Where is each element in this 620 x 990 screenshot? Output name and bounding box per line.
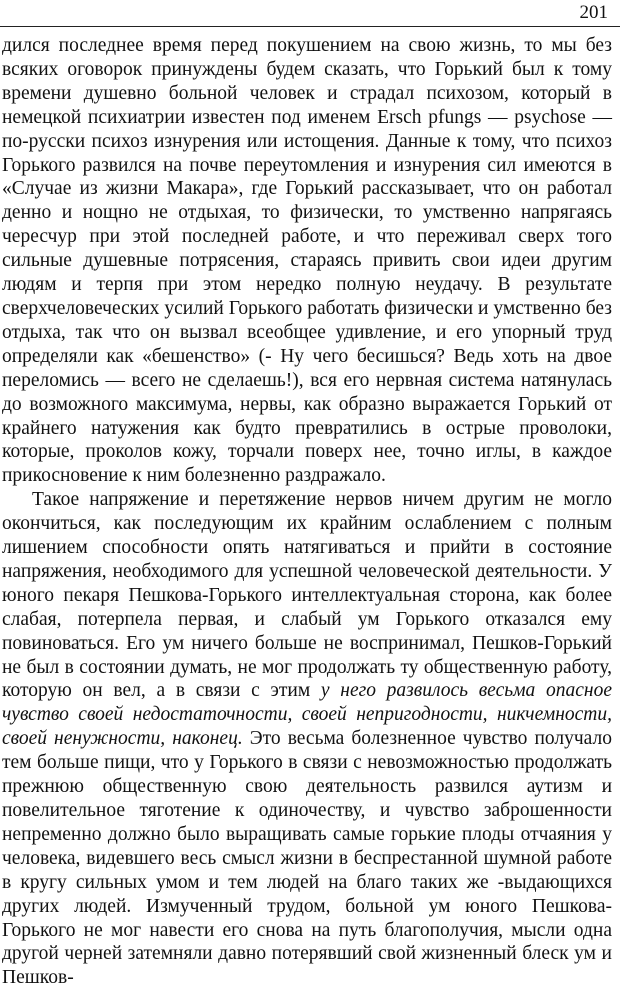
header-rule	[0, 26, 620, 27]
paragraph-2-italic-text: у него развилось весьма опасное чувство своей недостаточности, своей непригодности, никчемности, своей ненужности, наконец.	[2, 680, 612, 750]
paragraph-1: дился последнее время перед покушением на свою жизнь, то мы без всяких оговорок принуждены будем сказать, что Горький был к тому времени душевно больной человек и страдал психозом, который в немецкой психиатрии известен под именем Ersch pfungs — psychose — по-русски психоз изнурения или истощения. Данные к тому, что психоз Горького развился на почве переутомления и изнурения сил имеются в «Случае из жизни Макара», где Горький рассказывает, что он работал денно и нощно не отдыхая, то физически, то умственно напрягаясь чересчур при этой последней работе, и что переживал сверх того сильные душевные потрясения, стараясь привить свои идеи другим людям и терпя при этом нередко полную неудачу. В результате сверхчеловеческих усилий Горького работать физически и умственно без отдыха, так что он вызвал всеобщее удивление, и его упорный труд определяли как «бешенство» (- Ну чего бесишься? Ведь хоть на двое переломись — всего не сделаешь!), вся его нервная система натянулась до возможного максимума, нервы, как образно выражается Горький от крайнего натужения как будто превратились в острые проволоки, которые, проколов кожу, торчали поверх нее, точно иглы, в каждое прикосновение к ним болезненно раздражало.	[2, 35, 612, 487]
paragraph-2	[2, 488, 612, 990]
body-text	[2, 34, 612, 990]
page-number: 201	[579, 2, 608, 23]
paragraph-2-text-before: Такое напряжение и перетяжение нервов ничем другим не могло окончиться, как последующим их крайним ослаблением с полным лишением способности опять натягиваться и прийти в состояние напряжения, необходимого для успешной человеческой деятельности. У юного пекаря Пешкова-Горького интеллектуальная сторона, как более слабая, потерпела первая, и слабый ум Горького отказался ему повиноваться. Его ум ничего больше не воспринимал, Пешков-Горький не был в состоянии думать, не мог продолжать ту общественную работу, которую он вел, а в связи с этим	[2, 489, 612, 702]
paragraph-2-text-after: Это весьма болезненное чувство получало тем больше пищи, что у Горького в связи с невозможностью продолжать прежнюю общественную свою деятельность развился аутизм и повелительное тяготение к одиночеству, и чувство заброшенности непременно должно было выращивать самые горькие плоды отчаяния у человека, видевшего весь смысл жизни в беспрестанной шумной работе в кругу сильных умом и тем людей на благо таких же -выдающихся других людей. Измученный трудом, больной ум юного Пешкова-Горького не мог навести его снова на путь благополучия, мысли одна другой черней затемняли давно потерявший свой жизненный блеск ум и Пешков-	[2, 728, 612, 989]
